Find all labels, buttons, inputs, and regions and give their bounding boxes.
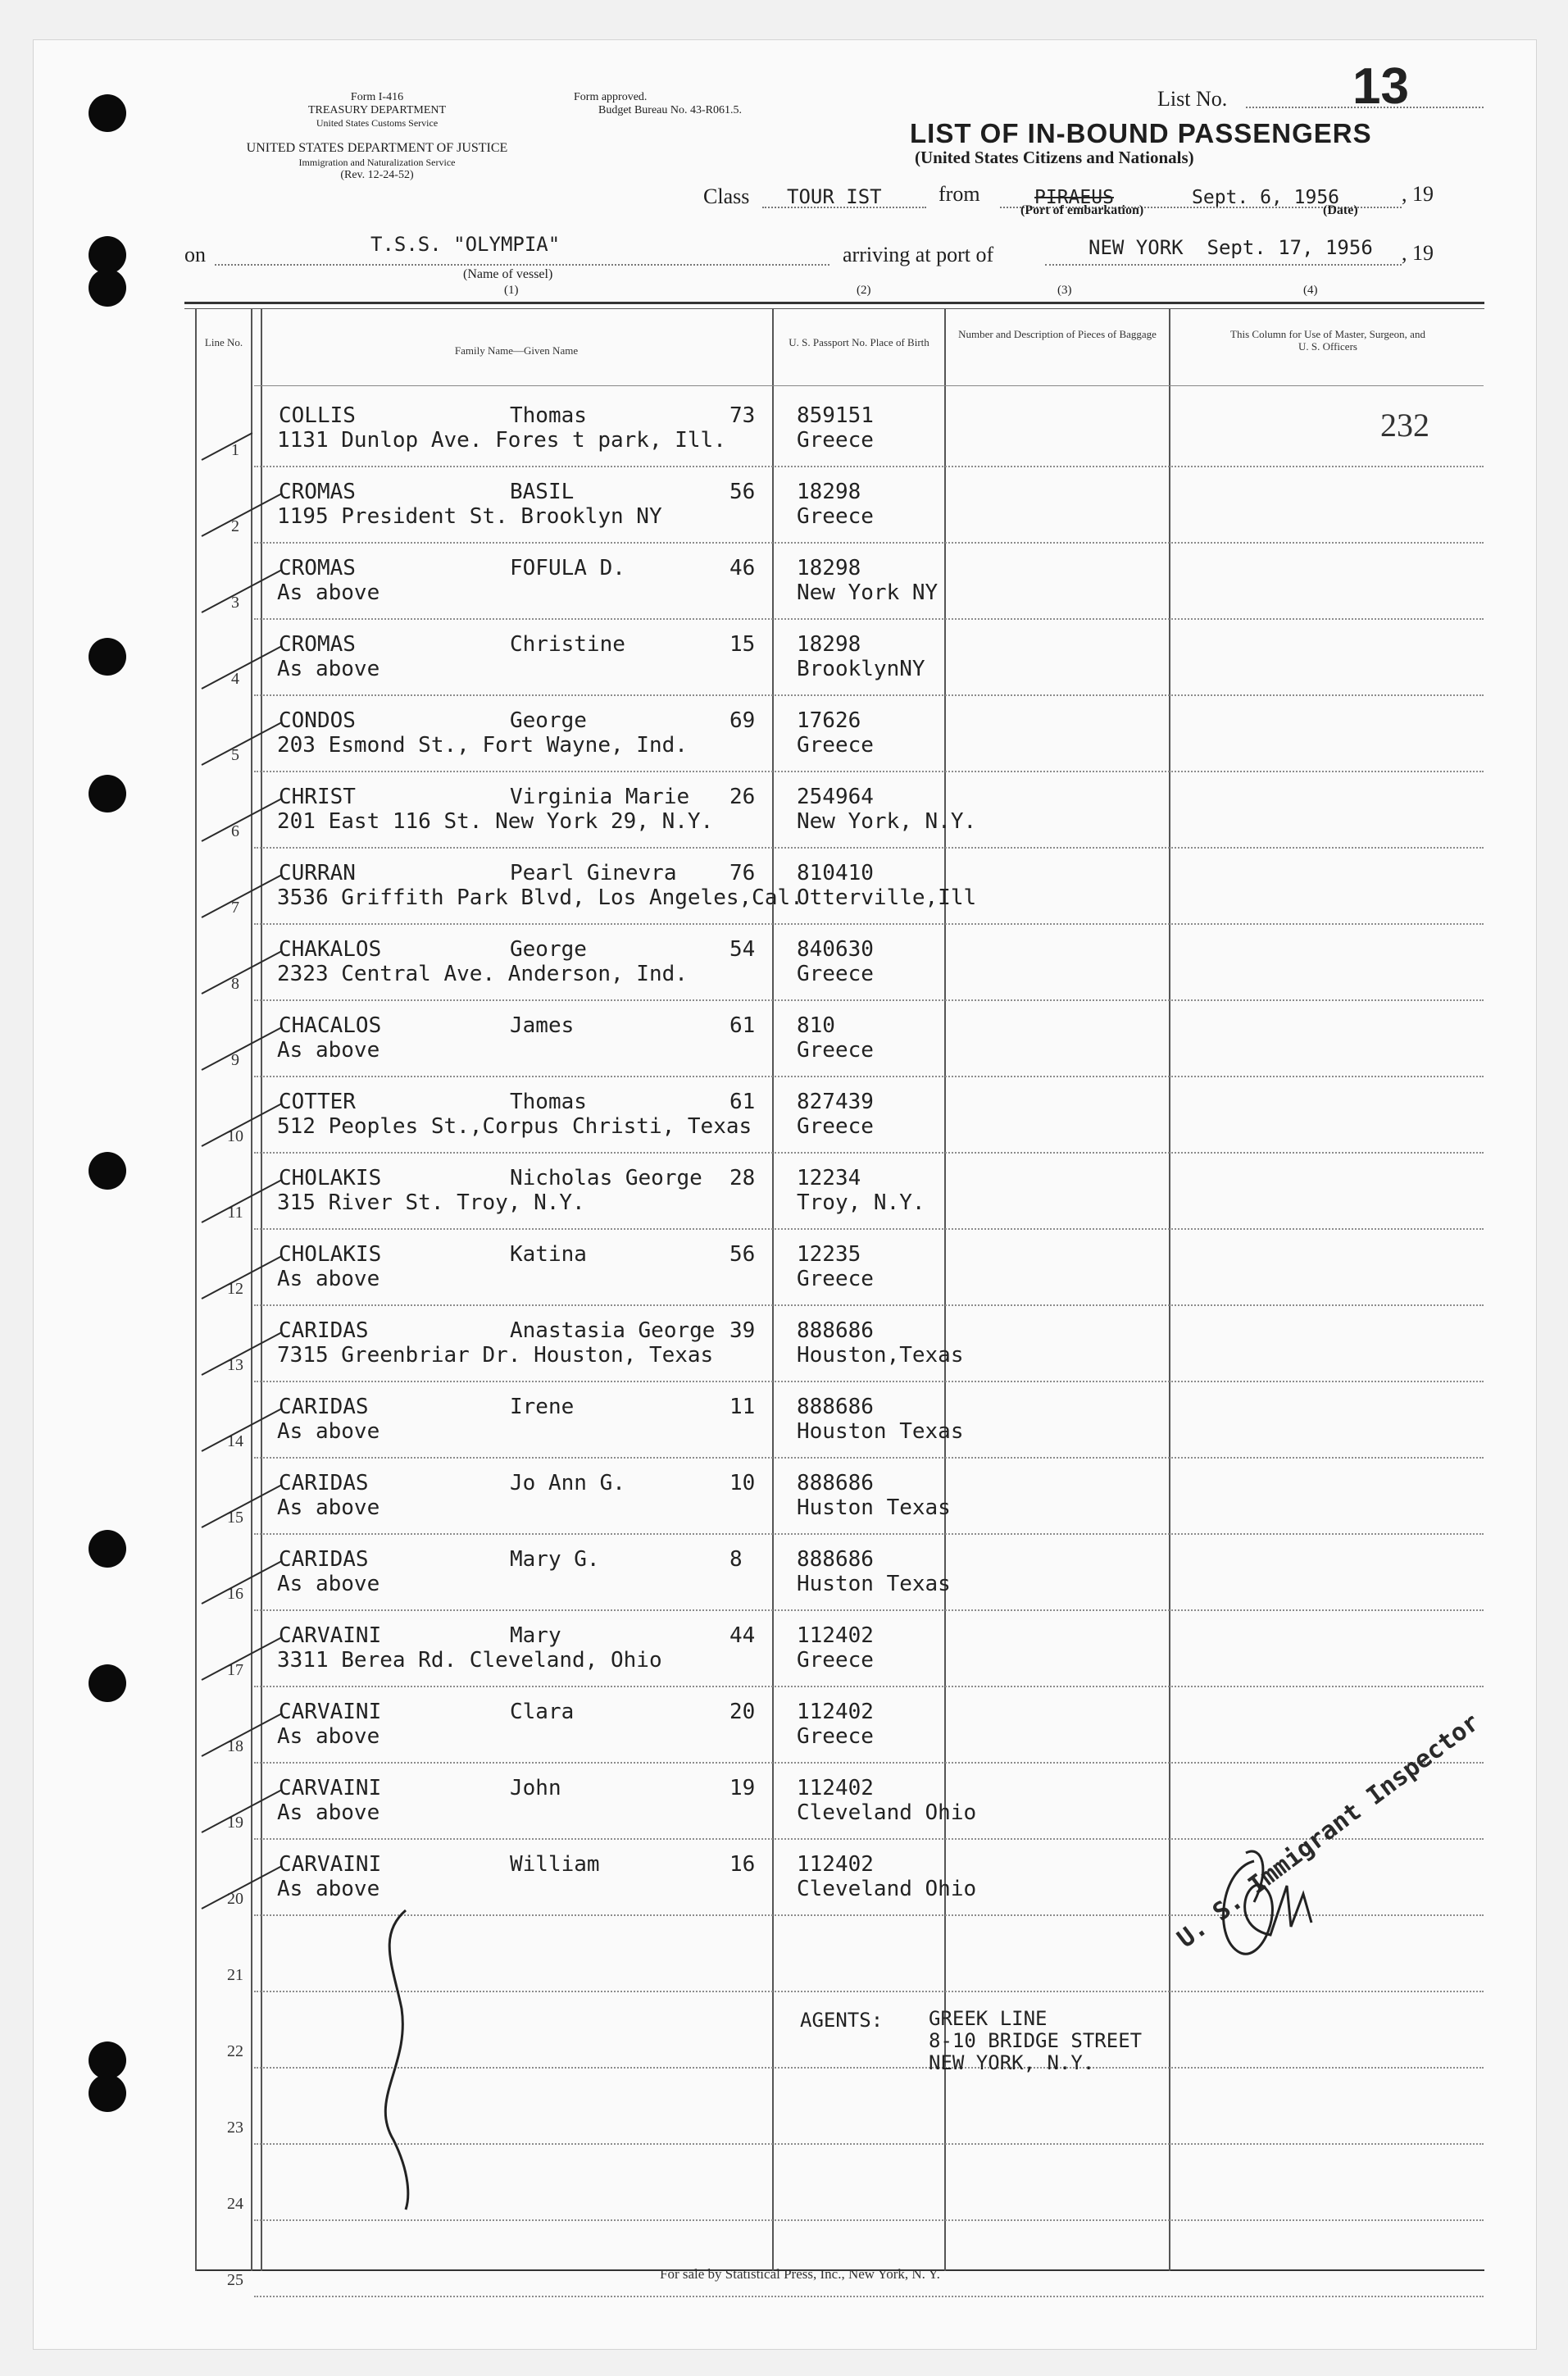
family-name: COTTER (279, 1090, 356, 1114)
address: 1195 President St. Brooklyn NY (277, 504, 662, 529)
row-divider (254, 1228, 1484, 1230)
line-number: 21 (227, 1966, 243, 1984)
age: 61 (729, 1090, 756, 1114)
on-label: on (184, 243, 206, 266)
line-number: 25 (227, 2271, 243, 2289)
row-divider (254, 1381, 1484, 1382)
row-divider (254, 999, 1484, 1001)
place-of-birth: Greece (797, 1038, 874, 1063)
passport-number: 254964 (797, 785, 874, 809)
line-number: 2 (231, 517, 239, 535)
punch-hole (89, 1664, 126, 1702)
address: 7315 Greenbriar Dr. Houston, Texas (277, 1343, 714, 1368)
given-name: Mary (510, 1623, 561, 1648)
given-name: Christine (510, 632, 625, 657)
header-passport: U. S. Passport No. Place of Birth (789, 336, 929, 348)
place-of-birth: Greece (797, 1648, 874, 1673)
family-name: CROMAS (279, 480, 356, 504)
class-label: Class (703, 184, 750, 208)
passport-number: 12234 (797, 1166, 861, 1190)
family-name: CHACALOS (279, 1013, 382, 1038)
family-name: CARIDAS (279, 1547, 369, 1572)
line-number: 6 (231, 822, 239, 840)
line-number: 3 (231, 594, 239, 612)
line-number: 14 (227, 1432, 243, 1450)
age: 20 (729, 1700, 756, 1724)
passport-number: 827439 (797, 1090, 874, 1114)
given-name: John (510, 1776, 561, 1800)
row-divider (254, 847, 1484, 849)
given-name: George (510, 937, 587, 962)
customs-service: United States Customs Service (316, 117, 439, 129)
line-number: 18 (227, 1737, 243, 1755)
header-baggage: Number and Description of Pieces of Baggage (958, 328, 1157, 340)
place-of-birth: Greece (797, 428, 874, 453)
line-number: 13 (227, 1356, 243, 1374)
row-divider (254, 1533, 1484, 1535)
family-name: CHRIST (279, 785, 356, 809)
address: As above (277, 1267, 380, 1291)
address: As above (277, 1419, 380, 1444)
passport-number: 17626 (797, 708, 861, 733)
line-number: 24 (227, 2195, 243, 2213)
name-passport-divider (772, 308, 774, 2271)
line-number: 8 (231, 975, 239, 993)
given-name: Anastasia George (510, 1318, 716, 1343)
age: 19 (729, 1776, 756, 1800)
age: 44 (729, 1623, 756, 1648)
age: 16 (729, 1852, 756, 1877)
punch-hole (89, 1152, 126, 1190)
year-suffix: , 19 (1402, 182, 1434, 206)
row-divider (254, 694, 1484, 696)
line-no-divider-2 (261, 308, 262, 2271)
passport-baggage-divider (944, 308, 946, 2271)
family-name: CONDOS (279, 708, 356, 733)
header-underline (254, 385, 1484, 386)
column-number-3: (3) (1057, 284, 1072, 297)
given-name: FOFULA D. (510, 556, 625, 580)
column-number-2: (2) (857, 284, 871, 297)
printer-footer: For sale by Statistical Press, Inc., New York, N. Y. (660, 2266, 940, 2282)
line-number: 12 (227, 1280, 243, 1298)
form-approved: Form approved. (574, 91, 648, 103)
line-number: 15 (227, 1509, 243, 1527)
officer-note: 232 (1380, 407, 1429, 444)
treasury-department: TREASURY DEPARTMENT (307, 104, 447, 116)
address: As above (277, 580, 380, 605)
passport-number: 888686 (797, 1547, 874, 1572)
passport-number: 112402 (797, 1852, 874, 1877)
family-name: CARIDAS (279, 1318, 369, 1343)
row-divider (254, 1457, 1484, 1459)
family-name: CARIDAS (279, 1471, 369, 1495)
place-of-birth: Otterville,Ill (797, 885, 977, 910)
line-number: 5 (231, 746, 239, 764)
place-of-birth: Houston Texas (797, 1419, 964, 1444)
age: 39 (729, 1318, 756, 1343)
given-name: Irene (510, 1395, 575, 1419)
given-name: Nicholas George (510, 1166, 702, 1190)
header-line-no: Line No. (204, 336, 243, 348)
place-of-birth: Huston Texas (797, 1495, 951, 1520)
department-of-justice: UNITED STATES DEPARTMENT OF JUSTICE (246, 141, 508, 155)
immigration-service: Immigration and Naturalization Service (298, 157, 456, 168)
class-underline (762, 207, 926, 208)
passport-number: 859151 (797, 403, 874, 428)
address: As above (277, 1572, 380, 1596)
passport-number: 18298 (797, 480, 861, 504)
table-top-rule (184, 302, 1484, 304)
inspector-stamp: U. S. Immigrant Inspector (1172, 1708, 1485, 1954)
revision-date: (Rev. 12-24-52) (340, 169, 414, 181)
arrival-port-date: NEW YORK Sept. 17, 1956 (1089, 236, 1373, 259)
age: 28 (729, 1166, 756, 1190)
line-number: 20 (227, 1890, 243, 1908)
agents-label: AGENTS: (800, 2009, 884, 2032)
row-divider (254, 1152, 1484, 1154)
passport-number: 12235 (797, 1242, 861, 1267)
place-of-birth: Cleveland Ohio (797, 1877, 977, 1901)
header-family-name: Family Name—Given Name (454, 344, 579, 357)
agents-line-3: NEW YORK, N.Y. (929, 2051, 1095, 2074)
address: As above (277, 1724, 380, 1749)
given-name: Katina (510, 1242, 587, 1267)
punch-hole (89, 2074, 126, 2112)
row-divider (254, 466, 1484, 467)
punch-hole (89, 269, 126, 307)
given-name: BASIL (510, 480, 575, 504)
from-date: Sept. 6, 1956 (1192, 187, 1340, 208)
place-of-birth: New York NY (797, 580, 939, 605)
place-of-birth: Houston,Texas (797, 1343, 964, 1368)
address: As above (277, 1877, 380, 1901)
table-top-rule-2 (184, 308, 1484, 309)
row-divider (254, 1304, 1484, 1306)
line-number: 22 (227, 2042, 243, 2060)
family-name: CARVAINI (279, 1852, 382, 1877)
place-of-birth: Greece (797, 504, 874, 529)
family-name: CHAKALOS (279, 937, 382, 962)
agents-line-2: 8-10 BRIDGE STREET (929, 2029, 1143, 2052)
from-port: PIRAEUS (1034, 187, 1114, 208)
row-divider (254, 542, 1484, 544)
age: 26 (729, 785, 756, 809)
row-divider (254, 1686, 1484, 1687)
baggage-officers-divider (1169, 308, 1170, 2271)
arriving-label: arriving at port of (843, 243, 994, 266)
class-value: TOUR IST (787, 185, 882, 208)
place-of-birth: New York, N.Y. (797, 809, 977, 834)
arrival-underline (1045, 264, 1402, 266)
budget-bureau: Budget Bureau No. 43-R061.5. (598, 104, 742, 116)
line-number: 11 (227, 1204, 243, 1222)
line-number: 4 (231, 670, 239, 688)
void-line-mark (361, 1902, 459, 2214)
place-of-birth: Greece (797, 1267, 874, 1291)
form-number: Form I-416 (350, 91, 404, 103)
address: As above (277, 1800, 380, 1825)
agents-line-1: GREEK LINE (929, 2007, 1048, 2030)
line-number: 7 (231, 899, 239, 917)
age: 76 (729, 861, 756, 885)
passport-number: 112402 (797, 1700, 874, 1724)
family-name: CARIDAS (279, 1395, 369, 1419)
date-label: (Date) (1323, 203, 1358, 217)
row-divider (254, 2296, 1484, 2297)
row-divider (254, 618, 1484, 620)
row-divider (254, 1609, 1484, 1611)
row-divider (254, 1076, 1484, 1077)
place-of-birth: Troy, N.Y. (797, 1190, 925, 1215)
table-left-border (195, 308, 197, 2271)
age: 15 (729, 632, 756, 657)
place-of-birth: Greece (797, 962, 874, 986)
family-name: CHOLAKIS (279, 1242, 382, 1267)
age: 56 (729, 480, 756, 504)
address: 3536 Griffith Park Blvd, Los Angeles,Cal. (277, 885, 803, 910)
inspector-signature (1197, 1837, 1361, 1984)
given-name: William (510, 1852, 600, 1877)
given-name: Mary G. (510, 1547, 600, 1572)
given-name: Virginia Marie (510, 785, 690, 809)
address: As above (277, 657, 380, 681)
address: 512 Peoples St.,Corpus Christi, Texas (277, 1114, 752, 1139)
place-of-birth: Greece (797, 1114, 874, 1139)
header-officers: This Column for Use of Master, Surgeon, and U. S. Officers (1230, 328, 1425, 353)
age: 10 (729, 1471, 756, 1495)
family-name: CARVAINI (279, 1700, 382, 1724)
passport-number: 888686 (797, 1395, 874, 1419)
address: 315 River St. Troy, N.Y. (277, 1190, 585, 1215)
age: 54 (729, 937, 756, 962)
age: 61 (729, 1013, 756, 1038)
punch-hole (89, 94, 126, 132)
given-name: James (510, 1013, 575, 1038)
passport-number: 888686 (797, 1318, 874, 1343)
row-divider (254, 2219, 1484, 2221)
list-number: 13 (1352, 58, 1409, 115)
age: 73 (729, 403, 756, 428)
address: 203 Esmond St., Fort Wayne, Ind. (277, 733, 688, 758)
line-number: 16 (227, 1585, 243, 1603)
vessel-label: (Name of vessel) (463, 267, 553, 281)
punch-hole (89, 775, 126, 812)
address: As above (277, 1495, 380, 1520)
given-name: Thomas (510, 1090, 587, 1114)
family-name: CHOLAKIS (279, 1166, 382, 1190)
passport-number: 18298 (797, 556, 861, 580)
given-name: George (510, 708, 587, 733)
row-divider (254, 771, 1484, 772)
vessel-name: T.S.S. "OLYMPIA" (370, 233, 561, 256)
age: 11 (729, 1395, 756, 1419)
age: 8 (729, 1547, 743, 1572)
passport-number: 840630 (797, 937, 874, 962)
age: 56 (729, 1242, 756, 1267)
line-number: 1 (231, 441, 239, 459)
family-name: COLLIS (279, 403, 356, 428)
family-name: CARVAINI (279, 1623, 382, 1648)
given-name: Thomas (510, 403, 587, 428)
family-name: CURRAN (279, 861, 356, 885)
address: 2323 Central Ave. Anderson, Ind. (277, 962, 688, 986)
column-number-4: (4) (1303, 284, 1318, 297)
passport-number: 810410 (797, 861, 874, 885)
passport-number: 112402 (797, 1776, 874, 1800)
row-divider (254, 1762, 1484, 1764)
row-divider (254, 923, 1484, 925)
given-name: Pearl Ginevra (510, 861, 677, 885)
place-of-birth: BrooklynNY (797, 657, 925, 681)
address: 201 East 116 St. New York 29, N.Y. (277, 809, 714, 834)
place-of-birth: Greece (797, 733, 874, 758)
given-name: Jo Ann G. (510, 1471, 625, 1495)
page-title: LIST OF IN-BOUND PASSENGERS (910, 118, 1372, 148)
family-name: CROMAS (279, 556, 356, 580)
age: 69 (729, 708, 756, 733)
vessel-underline (215, 264, 829, 266)
age: 46 (729, 556, 756, 580)
punch-hole (89, 1530, 126, 1568)
page-subtitle: (United States Citizens and Nationals) (915, 148, 1194, 167)
line-number: 19 (227, 1814, 243, 1832)
place-of-birth: Greece (797, 1724, 874, 1749)
place-of-birth: Huston Texas (797, 1572, 951, 1596)
place-of-birth: Cleveland Ohio (797, 1800, 977, 1825)
passport-number: 18298 (797, 632, 861, 657)
line-number: 9 (231, 1051, 239, 1069)
line-number: 17 (227, 1661, 243, 1679)
passport-number: 112402 (797, 1623, 874, 1648)
line-number: 10 (227, 1127, 243, 1145)
family-name: CROMAS (279, 632, 356, 657)
line-number: 23 (227, 2119, 243, 2137)
column-number-1: (1) (504, 284, 519, 297)
given-name: Clara (510, 1700, 575, 1724)
address: As above (277, 1038, 380, 1063)
from-label: from (939, 182, 980, 206)
passport-number: 888686 (797, 1471, 874, 1495)
punch-hole (89, 638, 126, 676)
arrival-year: , 19 (1402, 241, 1434, 265)
address: 1131 Dunlop Ave. Fores t park, Ill. (277, 428, 726, 453)
passport-number: 810 (797, 1013, 835, 1038)
family-name: CARVAINI (279, 1776, 382, 1800)
address: 3311 Berea Rd. Cleveland, Ohio (277, 1648, 662, 1673)
port-embarkation-label: (Port of embarkation) (1020, 203, 1144, 217)
list-no-label: List No. (1157, 87, 1228, 111)
